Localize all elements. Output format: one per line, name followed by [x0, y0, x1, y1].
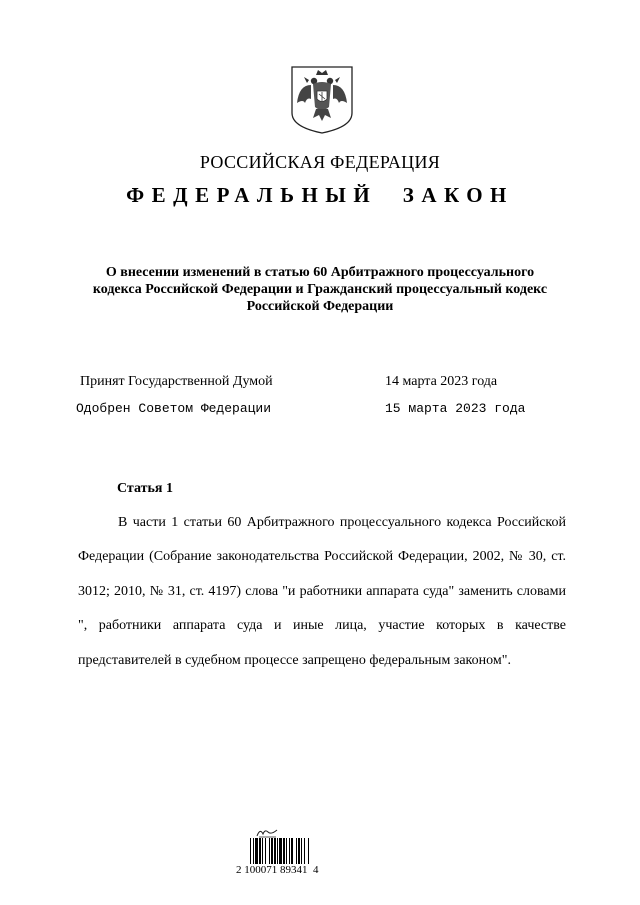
approval-row-federation-council [0, 401, 640, 419]
approval-date: 15 марта 2023 года [385, 401, 526, 416]
approval-date: 14 марта 2023 года [385, 374, 498, 389]
approval-row-duma [0, 374, 640, 392]
article-heading: Статья 1 [117, 481, 173, 496]
coat-of-arms-icon [289, 63, 355, 135]
country-name: РОССИЙСКАЯ ФЕДЕРАЦИЯ [199, 152, 441, 172]
document-type: ФЕДЕРАЛЬНЫЙ ЗАКОН [126, 183, 514, 207]
law-title: О внесении изменений в статью 60 Арбитражного процессуального кодекса Российской Федерации и Гражданский процессуальный кодекс Российской Федерации [92, 265, 548, 314]
handwritten-mark-icon [256, 826, 278, 838]
approval-label: Одобрен Советом Федерации [76, 401, 272, 416]
approval-label: Принят Государственной Думой [80, 374, 273, 389]
barcode-number: 2 100071 89341 4 [236, 864, 319, 876]
barcode-icon [250, 838, 332, 864]
article-text: В части 1 статьи 60 Арбитражного процессуального кодекса Российской Федерации (Собрание законодательства Российской Федерации, 2002, № 30, ст. 3012; 2010, № 31, ст. 4197) слова "и работники аппарата суда" заменить словами ", работники аппарата суда и иные лица, участие которых в качестве представителей в судебном процессе запрещено федеральным законом". [78, 515, 566, 668]
